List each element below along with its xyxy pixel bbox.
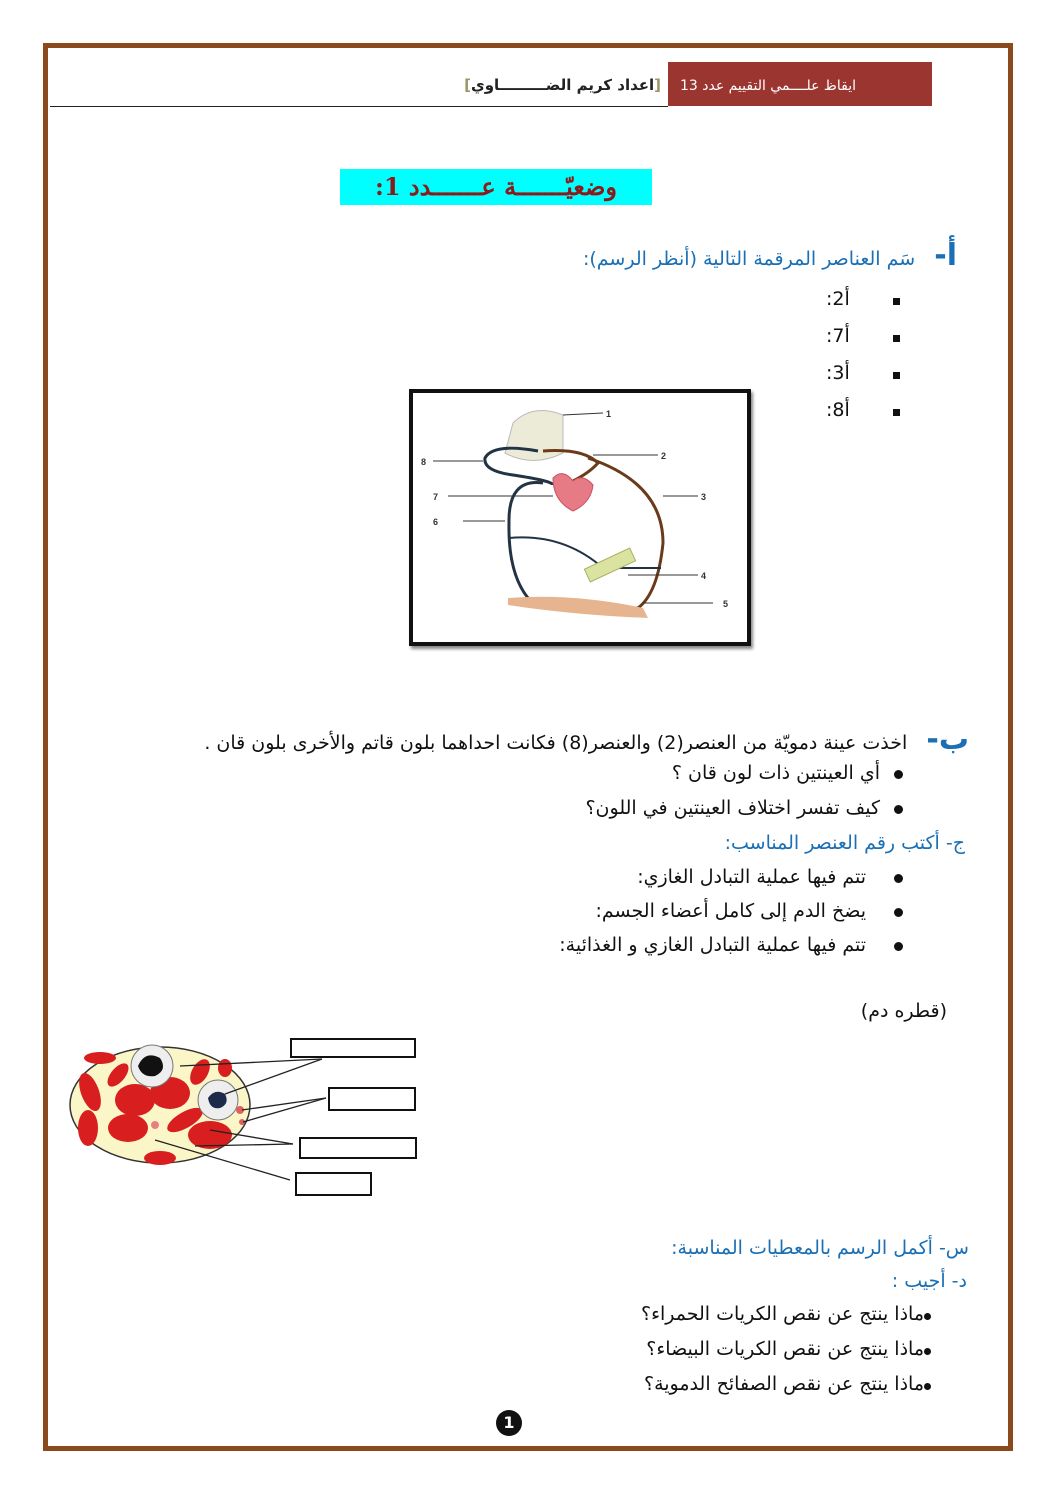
blood-label-box-1[interactable]: [290, 1038, 416, 1058]
list-item: [820, 288, 910, 325]
header-rule: [50, 106, 668, 107]
item-text: أي العينتين ذات لون قان ؟: [671, 762, 880, 784]
bullet: [893, 409, 900, 416]
diagram-label: 2: [661, 451, 667, 461]
bullet: [893, 298, 900, 305]
list-item: [820, 362, 910, 399]
blood-label-box-2[interactable]: [328, 1087, 416, 1111]
item-text: ماذا ينتج عن نقص الكريات البيضاء؟: [646, 1338, 924, 1360]
section-s-heading: س- أكمل الرسم بالمعطيات المناسبة:: [671, 1237, 969, 1259]
section-c-heading: ج- أكتب رقم العنصر المناسب:: [724, 832, 965, 854]
section-b-prompt: اخذت عينة دمويّة من العنصر(2) والعنصر(8) فكانت احداهما بلون قاتم والأخرى بلون قان .: [204, 732, 908, 754]
item-text: تتم فيها عملية التبادل الغازي:: [637, 866, 866, 888]
diagram-label: 8: [421, 457, 427, 467]
bracket: [: [654, 76, 661, 94]
section-b-heading: [204, 722, 969, 757]
header-series-title: [668, 62, 932, 106]
item-text: تتم فيها عملية التبادل الغازي و الغذائية:: [559, 934, 866, 956]
blood-drop-caption: (قطره دم): [860, 1000, 947, 1022]
diagram-label: 6: [433, 517, 439, 527]
page-number: 1: [496, 1410, 522, 1436]
list-item: [820, 325, 910, 362]
blood-label-box-4[interactable]: [295, 1172, 372, 1196]
item-text: :2أ: [826, 288, 850, 310]
section-letter: أ-: [934, 238, 957, 273]
bullet: [894, 770, 903, 779]
item-text: كيف تفسر اختلاف العينتين في اللون؟: [585, 797, 880, 819]
list-item: [585, 797, 903, 819]
item-text: :7أ: [826, 325, 850, 347]
bracket: ]: [464, 76, 471, 94]
list-item: [820, 399, 910, 436]
bullet: [894, 942, 903, 951]
list-item: [559, 934, 903, 956]
author-text: اعداد كريم الضـــــــــاوي: [470, 76, 655, 94]
bullet: [924, 1383, 931, 1390]
bullet: [924, 1348, 931, 1355]
bullet: [894, 874, 903, 883]
item-text: ماذا ينتج عن نقص الصفائح الدموية؟: [644, 1373, 924, 1395]
list-item: [644, 1373, 931, 1395]
section-a-list: [820, 288, 910, 436]
bullet: [894, 805, 903, 814]
item-text: :3أ: [826, 362, 850, 384]
section-a-heading: [583, 238, 957, 273]
list-item: [672, 762, 903, 784]
section-d-heading: د- أجيب :: [891, 1270, 967, 1292]
circulation-diagram: [409, 389, 751, 646]
section-a-prompt: سَم العناصر المرقمة التالية (أنظر الرسم):: [582, 248, 916, 270]
list-item: [596, 900, 903, 922]
diagram-label: 7: [433, 492, 439, 502]
series-title-text: ايقاظ علــــمي التقييم عدد 13: [679, 78, 856, 94]
bullet: [893, 372, 900, 379]
diagram-label: 4: [701, 571, 707, 581]
page-title: وضعيّـــــــة عـــــــدد 1:: [340, 169, 652, 205]
header-author: [464, 76, 661, 94]
blood-label-box-3[interactable]: [299, 1137, 417, 1159]
item-text: يضخ الدم إلى كامل أعضاء الجسم:: [595, 900, 866, 922]
diagram-label: 5: [723, 599, 729, 609]
circulation-illustration: [413, 393, 747, 642]
list-item: [641, 1303, 931, 1325]
item-text: ماذا ينتج عن نقص الكريات الحمراء؟: [640, 1303, 924, 1325]
diagram-label: 1: [606, 409, 612, 419]
bullet: [894, 908, 903, 917]
list-item: [646, 1338, 931, 1360]
bullet: [893, 335, 900, 342]
list-item: [637, 866, 903, 888]
diagram-label: 3: [701, 492, 707, 502]
section-letter: ب-: [926, 722, 969, 757]
item-text: :8أ: [826, 399, 850, 421]
bullet: [924, 1313, 931, 1320]
